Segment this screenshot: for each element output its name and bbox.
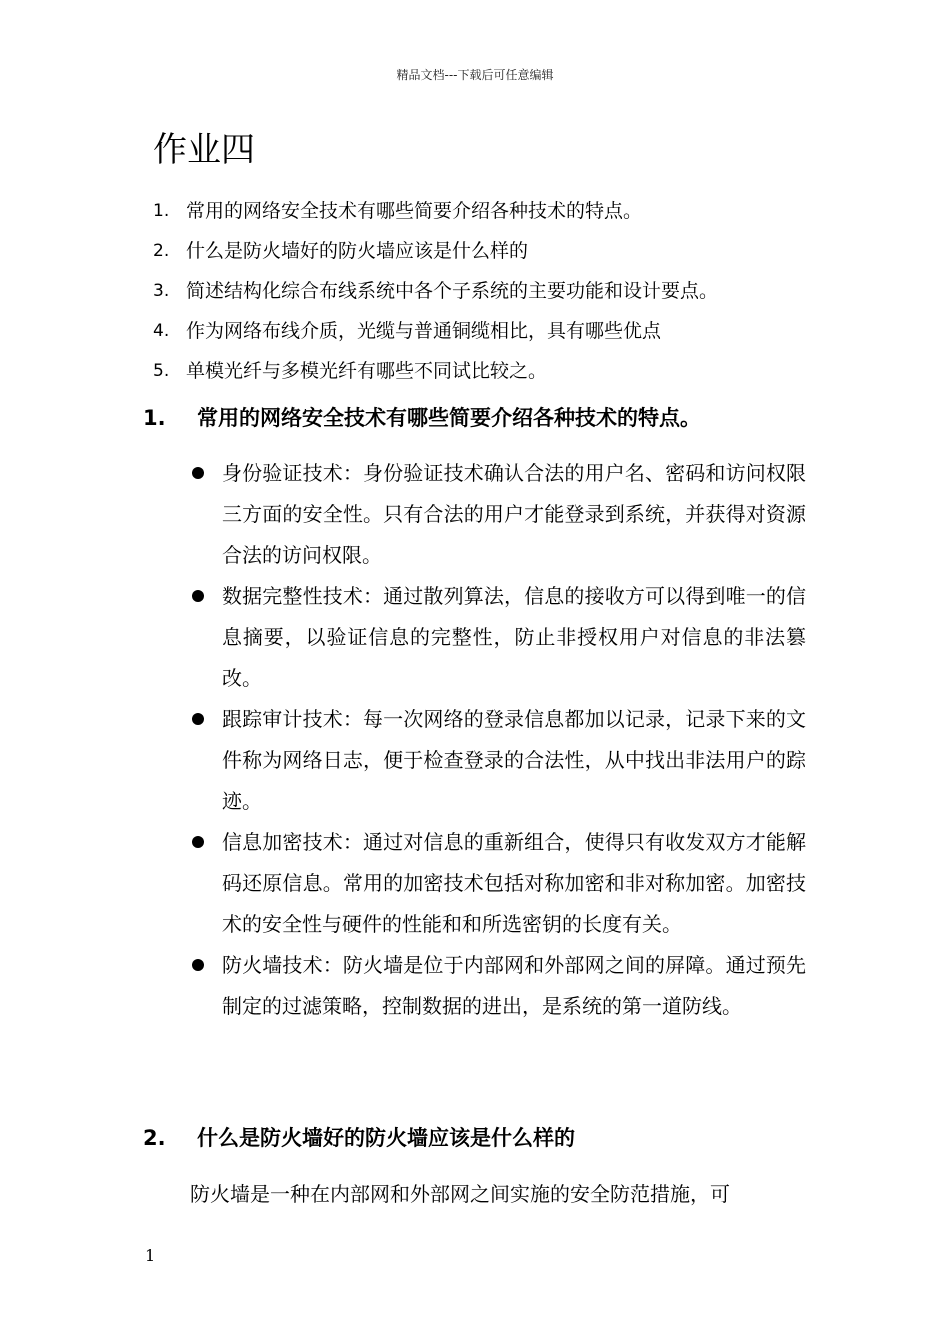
bullet-text: 身份验证技术：身份验证技术确认合法的用户名、密码和访问权限三方面的安全性。只有合法的用户才能登录到系统，并获得对资源合法的访问权限。 — [222, 461, 806, 567]
question-item — [153, 276, 853, 316]
question-item — [153, 356, 853, 396]
bullet-item — [186, 822, 806, 945]
question-text: 常用的网络安全技术有哪些简要介绍各种技术的特点。 — [186, 200, 643, 222]
question-item — [153, 196, 853, 236]
question-item — [153, 236, 853, 276]
section-number: 1. — [143, 406, 166, 430]
bullet-dot-icon — [186, 453, 222, 494]
bullet-dot-icon — [186, 822, 222, 863]
bullet-dot-icon — [186, 576, 222, 617]
section-title: 什么是防火墙好的防火墙应该是什么样的 — [197, 1126, 575, 1150]
question-text: 单模光纤与多模光纤有哪些不同试比较之。 — [186, 360, 548, 382]
section-2-heading — [143, 1120, 575, 1156]
question-number: 5. — [153, 361, 170, 381]
question-text: 简述结构化综合布线系统中各个子系统的主要功能和设计要点。 — [186, 280, 719, 302]
page-number: 1 — [145, 1246, 156, 1265]
bullet-item — [186, 576, 806, 699]
question-text: 什么是防火墙好的防火墙应该是什么样的 — [186, 240, 529, 262]
bullet-item — [186, 453, 806, 576]
section-2-paragraph: 防火墙是一种在内部网和外部网之间实施的安全防范措施，可 — [190, 1182, 730, 1206]
bullet-item — [186, 699, 806, 822]
bullet-dot-icon — [186, 945, 222, 986]
question-number: 3. — [153, 281, 170, 301]
question-number: 4. — [153, 321, 170, 341]
section-title: 常用的网络安全技术有哪些简要介绍各种技术的特点。 — [197, 406, 701, 430]
question-text: 作为网络布线介质，光缆与普通铜缆相比，具有哪些优点 — [186, 320, 662, 342]
bullet-text: 防火墙技术：防火墙是位于内部网和外部网之间的屏障。通过预先制定的过滤策略，控制数据的进出，是系统的第一道防线。 — [222, 953, 806, 1018]
question-item — [153, 316, 853, 356]
question-number: 1. — [153, 201, 170, 221]
bullet-item — [186, 945, 806, 1027]
document-title: 作业四 — [153, 130, 255, 170]
bullet-dot-icon — [186, 699, 222, 740]
technique-bullet-list — [186, 453, 806, 1027]
question-list — [153, 196, 853, 396]
section-number: 2. — [143, 1126, 166, 1150]
page-header: 精品文档---下载后可任意编辑 — [396, 68, 554, 82]
bullet-text: 数据完整性技术：通过散列算法，信息的接收方可以得到唯一的信息摘要，以验证信息的完整性，防止非授权用户对信息的非法篡改。 — [222, 584, 806, 690]
question-number: 2. — [153, 241, 170, 261]
bullet-text: 信息加密技术：通过对信息的重新组合，使得只有收发双方才能解码还原信息。常用的加密技术包括对称加密和非对称加密。加密技术的安全性与硬件的性能和和所选密钥的长度有关。 — [222, 830, 806, 936]
bullet-text: 跟踪审计技术：每一次网络的登录信息都加以记录，记录下来的文件称为网络日志，便于检查登录的合法性，从中找出非法用户的踪迹。 — [222, 707, 806, 813]
section-1-heading — [143, 400, 701, 436]
